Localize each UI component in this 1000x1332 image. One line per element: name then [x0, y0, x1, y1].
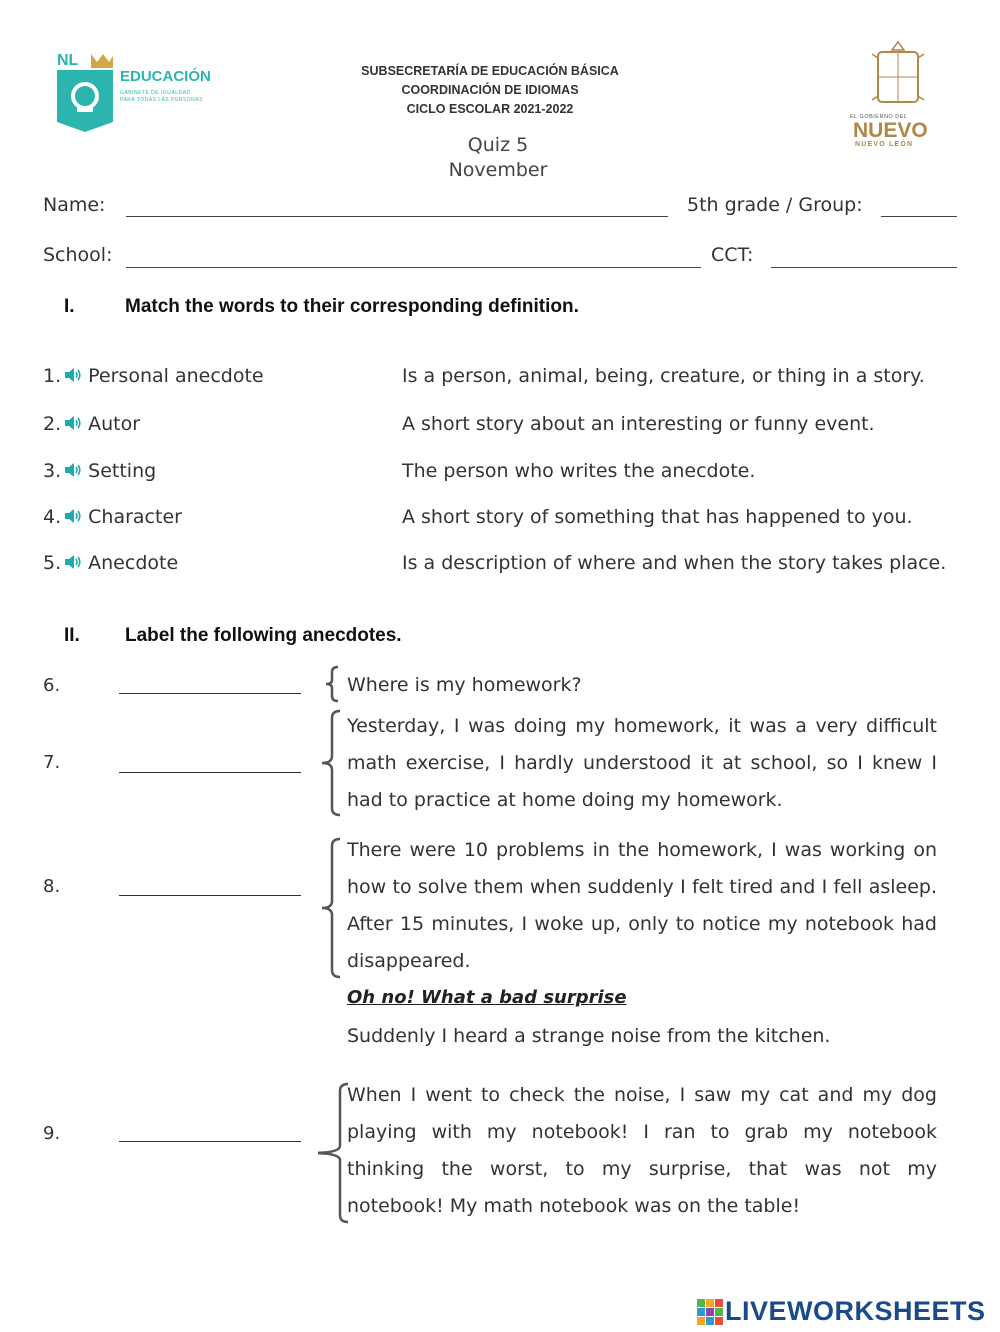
term-text[interactable]: Setting	[88, 460, 157, 482]
brace-icon	[318, 708, 344, 818]
noise-line: Suddenly I heard a strange noise from the kitchen.	[347, 1025, 831, 1047]
education-logo	[55, 52, 225, 134]
term-number: 5.	[43, 552, 62, 574]
exclamation-line: Oh no! What a bad surprise	[347, 987, 627, 1008]
section-2-title: Label the following anecdotes.	[125, 625, 402, 646]
item-9-text: When I went to check the noise, I saw my cat and my dog playing with my notebook! I ran to grab my notebook thinking the worst, to my surprise, that was not my notebook! My math notebook was on the table!	[347, 1084, 937, 1217]
quiz-title: Quiz 5	[467, 134, 529, 156]
school-input-line[interactable]	[126, 267, 701, 268]
grade-group-label: 5th grade / Group:	[687, 194, 863, 216]
header-line-3: CICLO ESCOLAR 2021-2022	[406, 102, 574, 116]
section-2-numeral: II.	[64, 625, 80, 646]
cct-label: CCT:	[711, 244, 754, 266]
government-big-text: NUEVO	[853, 119, 928, 142]
definition-3[interactable]: The person who writes the anecdote.	[402, 460, 756, 482]
liveworksheets-brand-text: LIVEWORKSHEETS	[725, 1296, 986, 1326]
definition-2[interactable]: A short story about an interesting or funny event.	[402, 413, 875, 435]
liveworksheets-logo-icon	[697, 1299, 723, 1327]
item-6-answer-line[interactable]	[119, 693, 301, 694]
education-logo-short: NL	[57, 52, 79, 69]
header-line-2: COORDINACIÓN DE IDIOMAS	[401, 83, 579, 97]
term-text[interactable]: Autor	[88, 413, 141, 435]
term-row-4	[43, 506, 182, 529]
speaker-icon[interactable]	[64, 366, 82, 388]
speaker-icon[interactable]	[64, 461, 82, 483]
name-input-line[interactable]	[126, 216, 668, 217]
item-9-answer-line[interactable]	[119, 1141, 301, 1142]
speaker-icon[interactable]	[64, 507, 82, 529]
item-9-number: 9.	[43, 1123, 61, 1144]
term-number: 4.	[43, 506, 62, 528]
term-row-2	[43, 413, 140, 436]
section-1-title: Match the words to their corresponding definition.	[125, 296, 579, 317]
education-logo-sub2: PARA TODAS LAS PERSONAS	[120, 97, 203, 103]
item-8-text: There were 10 problems in the homework, I was working on how to solve them when suddenly I felt tired and I fell asleep. After 15 minutes, I woke up, only to notice my notebook had disappeared.	[347, 839, 937, 972]
group-input-line[interactable]	[881, 216, 957, 217]
item-6-number: 6.	[43, 675, 61, 696]
term-number: 1.	[43, 365, 62, 387]
item-8-number: 8.	[43, 876, 61, 897]
education-logo-sub1: GABINETE DE IGUALDAD	[120, 90, 191, 96]
definition-1[interactable]: Is a person, animal, being, creature, or thing in a story.	[402, 365, 925, 387]
term-text[interactable]: Anecdote	[88, 552, 179, 574]
term-text[interactable]: Character	[88, 506, 182, 528]
school-label: School:	[43, 244, 113, 266]
header-line-1: SUBSECRETARÍA DE EDUCACIÓN BÁSICA	[361, 64, 619, 78]
term-number: 3.	[43, 460, 62, 482]
item-7-text: Yesterday, I was doing my homework, it was a very difficult math exercise, I hardly understood it at school, so I knew I had to practice at home doing my homework.	[347, 715, 937, 811]
speaker-icon[interactable]	[64, 553, 82, 575]
education-logo-name: EDUCACIÓN	[120, 68, 211, 85]
brace-icon	[318, 836, 344, 980]
item-7-number: 7.	[43, 752, 61, 773]
definition-5[interactable]: Is a description of where and when the story takes place.	[402, 552, 947, 574]
item-6-text: Where is my homework?	[347, 674, 582, 696]
definition-4[interactable]: A short story of something that has happened to you.	[402, 506, 913, 528]
item-8-answer-line[interactable]	[119, 895, 301, 896]
government-small-text: EL GOBIERNO DEL	[850, 114, 908, 120]
cct-input-line[interactable]	[771, 267, 957, 268]
term-row-1	[43, 365, 264, 388]
term-row-5	[43, 552, 178, 575]
government-logo	[850, 40, 945, 152]
section-1-numeral: I.	[64, 296, 75, 317]
coat-of-arms-icon	[868, 40, 928, 112]
term-row-3	[43, 460, 156, 483]
term-number: 2.	[43, 413, 62, 435]
name-label: Name:	[43, 194, 106, 216]
brace-icon	[318, 664, 344, 704]
quiz-month: November	[448, 159, 548, 181]
item-7-answer-line[interactable]	[119, 772, 301, 773]
term-text[interactable]: Personal anecdote	[88, 365, 264, 387]
speaker-icon[interactable]	[64, 414, 82, 436]
government-sub-text: NUEVO LEÓN	[855, 141, 914, 148]
